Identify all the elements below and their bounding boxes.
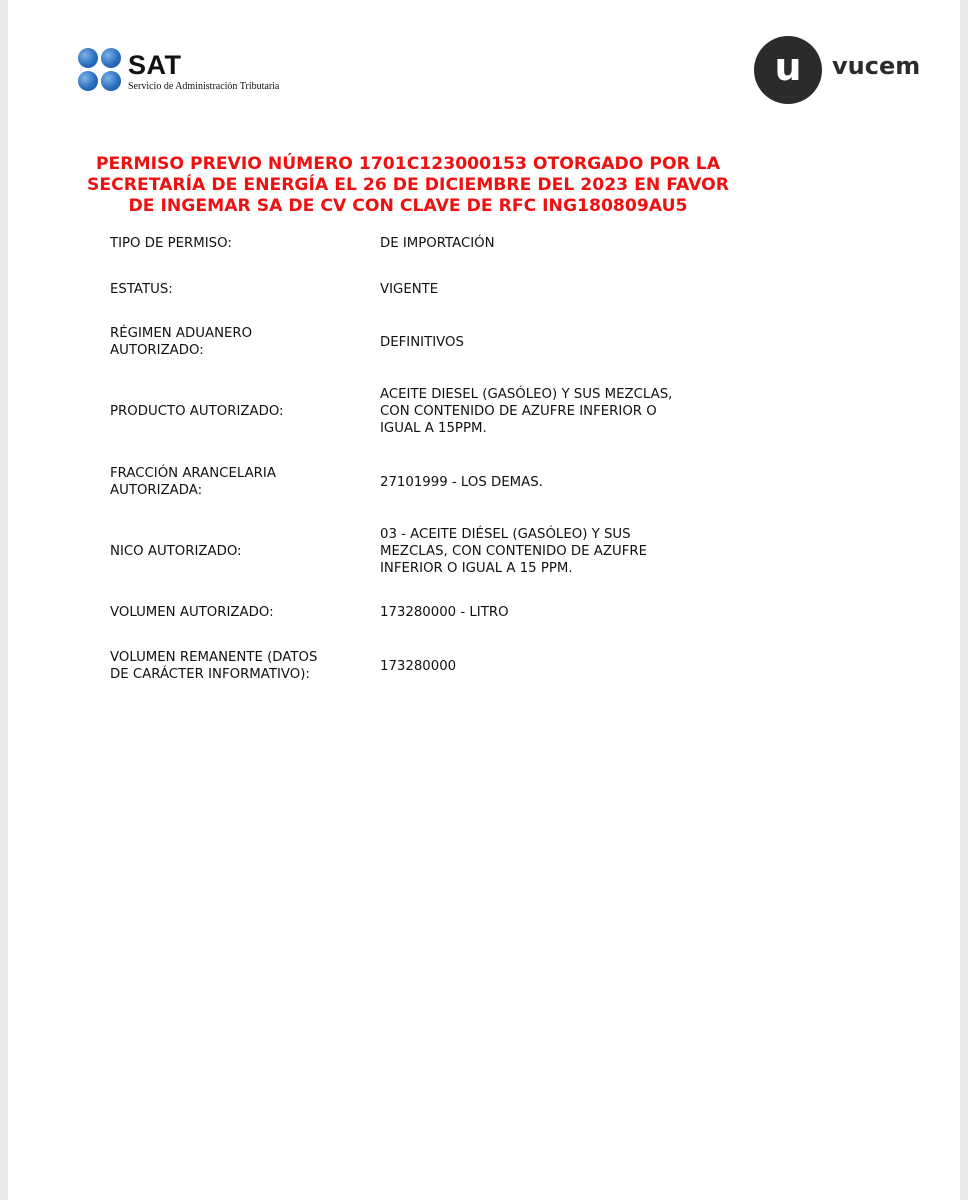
field-label-regimen-aduanero: RÉGIMEN ADUANERO AUTORIZADO: xyxy=(110,326,253,358)
sat-emblem-icon xyxy=(78,48,124,94)
field-label-fraccion-arancelaria: FRACCIÓN ARANCELARIA AUTORIZADA: xyxy=(110,466,276,498)
field-value-tipo-permiso: DE IMPORTACIÓN xyxy=(380,236,495,251)
field-value-regimen-aduanero: DEFINITIVOS xyxy=(380,335,464,350)
field-value-producto: ACEITE DIESEL (GASÓLEO) Y SUS MEZCLAS, CON CONTENIDO DE AZUFRE INFERIOR O IGUAL A 15PPM. xyxy=(380,387,673,436)
sat-logo-subtitle: Servicio de Administración Tributaria xyxy=(128,81,280,92)
field-label-volumen-remanente: VOLUMEN REMANENTE (DATOS DE CARÁCTER INFORMATIVO): xyxy=(110,650,318,682)
sat-logo-text: SAT xyxy=(128,50,182,80)
permit-title-line: PERMISO PREVIO NÚMERO 1701C123000153 OTORGADO POR LA xyxy=(95,154,721,174)
field-value-volumen-autorizado: 173280000 - LITRO xyxy=(380,605,509,620)
field-value-estatus: VIGENTE xyxy=(380,282,439,297)
document-page xyxy=(8,0,960,1200)
field-label-tipo-permiso: TIPO DE PERMISO: xyxy=(110,236,232,251)
vucem-logo-text: vucem xyxy=(832,52,921,80)
field-value-volumen-remanente: 173280000 xyxy=(380,659,457,674)
vucem-logo xyxy=(754,36,924,106)
permit-title-line: DE INGEMAR SA DE CV CON CLAVE DE RFC ING180809AU5 xyxy=(128,196,688,216)
permit-title xyxy=(68,154,748,217)
vucem-emblem-icon: u xyxy=(754,36,822,104)
field-label-volumen-autorizado: VOLUMEN AUTORIZADO: xyxy=(110,605,274,620)
permit-title-line: SECRETARÍA DE ENERGÍA EL 26 DE DICIEMBRE DEL 2023 EN FAVOR xyxy=(87,175,729,195)
field-label-estatus: ESTATUS: xyxy=(110,282,173,297)
sat-logo xyxy=(78,48,318,98)
field-value-fraccion-arancelaria: 27101999 - LOS DEMAS. xyxy=(380,475,543,490)
field-value-nico: 03 - ACEITE DIÉSEL (GASÓLEO) Y SUS MEZCLAS, CON CONTENIDO DE AZUFRE INFERIOR O IGUAL A 15 PPM. xyxy=(380,527,648,576)
field-label-nico: NICO AUTORIZADO: xyxy=(110,544,242,559)
field-label-producto: PRODUCTO AUTORIZADO: xyxy=(110,404,284,419)
